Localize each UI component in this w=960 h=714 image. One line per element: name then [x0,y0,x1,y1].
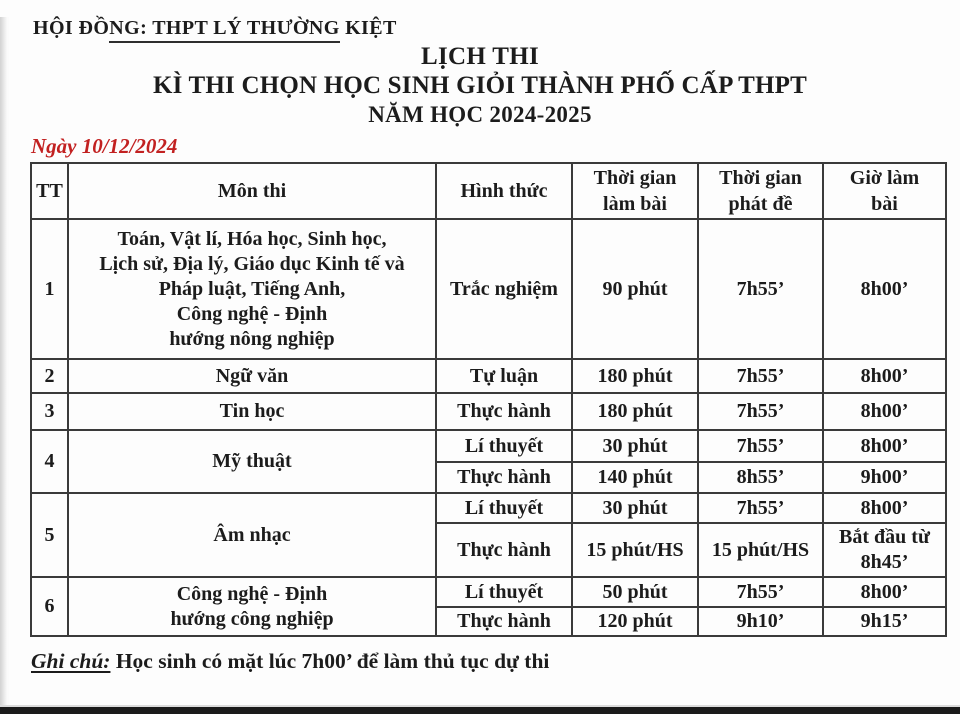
subject-cell: Toán, Vật lí, Hóa học, Sinh học, Lịch sử, Địa lý, Giáo dục Kinh tế và Pháp luật, Tiếng Anh, Công nghệ - Định hướng nông nghiệp [68,219,436,359]
col-header-duration: Thời gian làm bài [572,163,698,219]
table-row [31,430,946,462]
start-time-cell: 8h00’ [823,359,946,393]
start-time-cell: 8h00’ [823,393,946,430]
format-cell: Lí thuyết [436,430,572,462]
start-time-cell: Bắt đầu từ 8h45’ [823,523,946,577]
duration-cell: 30 phút [572,493,698,523]
photo-left-edge-shadow [0,17,9,714]
start-time-cell: 8h00’ [823,219,946,359]
subject-cell: Ngữ văn [68,359,436,393]
handout-time-cell: 7h55’ [698,577,823,607]
table-row [31,219,946,359]
council-text-post: KIỆT [339,17,397,39]
format-cell: Thực hành [436,462,572,493]
duration-cell: 15 phút/HS [572,523,698,577]
table-row [31,393,946,430]
duration-cell: 180 phút [572,393,698,430]
table-header-row [31,163,946,219]
col-header-handout-time: Thời gian phát đề [698,163,823,219]
start-time-cell: 9h15’ [823,607,946,636]
duration-cell: 180 phút [572,359,698,393]
start-time-cell: 8h00’ [823,577,946,607]
start-time-cell: 8h00’ [823,430,946,462]
subject-cell: Công nghệ - Định hướng công nghiệp [68,577,436,636]
row-number-cell: 1 [31,219,68,359]
col-header-format: Hình thức [436,163,572,219]
format-cell: Lí thuyết [436,577,572,607]
col-header-subject: Môn thi [68,163,436,219]
subject-cell: Mỹ thuật [68,430,436,493]
format-cell: Thực hành [436,393,572,430]
handout-time-cell: 7h55’ [698,493,823,523]
row-number-cell: 4 [31,430,68,493]
table-row [31,577,946,607]
format-cell: Lí thuyết [436,493,572,523]
council-header [33,17,960,40]
format-cell: Thực hành [436,523,572,577]
handout-time-cell: 7h55’ [698,359,823,393]
col-header-start-time: Giờ làm bài [823,163,946,219]
handout-time-cell: 7h55’ [698,219,823,359]
table-row [31,493,946,523]
title-block [0,43,960,128]
duration-cell: 90 phút [572,219,698,359]
row-number-cell: 5 [31,493,68,577]
handout-time-cell: 7h55’ [698,393,823,430]
start-time-cell: 9h00’ [823,462,946,493]
note-label: Ghi chú: [31,649,111,673]
format-cell: Thực hành [436,607,572,636]
handout-time-cell: 7h55’ [698,430,823,462]
exam-schedule-table [30,162,947,637]
duration-cell: 50 phút [572,577,698,607]
row-number-cell: 3 [31,393,68,430]
row-number-cell: 6 [31,577,68,636]
duration-cell: 30 phút [572,430,698,462]
subject-cell: Âm nhạc [68,493,436,577]
exam-date: Ngày 10/12/2024 [31,134,178,158]
document-title: LỊCH THI [421,43,539,70]
document-subtitle: KÌ THI CHỌN HỌC SINH GIỎI THÀNH PHỐ CẤP THPT [152,72,808,99]
school-year: NĂM HỌC 2024-2025 [368,102,592,127]
table-row [31,359,946,393]
subject-cell: Tin học [68,393,436,430]
col-header-tt: TT [31,163,68,219]
council-text-underlined: NG: THPT LÝ THƯỜNG [109,17,339,43]
row-number-cell: 2 [31,359,68,393]
format-cell: Trắc nghiệm [436,219,572,359]
photo-bottom-edge-bar [0,707,960,714]
handout-time-cell: 15 phút/HS [698,523,823,577]
footer-note [31,649,960,674]
note-text: Học sinh có mặt lúc 7h00’ để làm thủ tục dự thi [115,649,550,673]
handout-time-cell: 8h55’ [698,462,823,493]
duration-cell: 140 phút [572,462,698,493]
council-text-pre: HỘI ĐỒ [33,17,110,39]
duration-cell: 120 phút [572,607,698,636]
start-time-cell: 8h00’ [823,493,946,523]
format-cell: Tự luận [436,359,572,393]
handout-time-cell: 9h10’ [698,607,823,636]
